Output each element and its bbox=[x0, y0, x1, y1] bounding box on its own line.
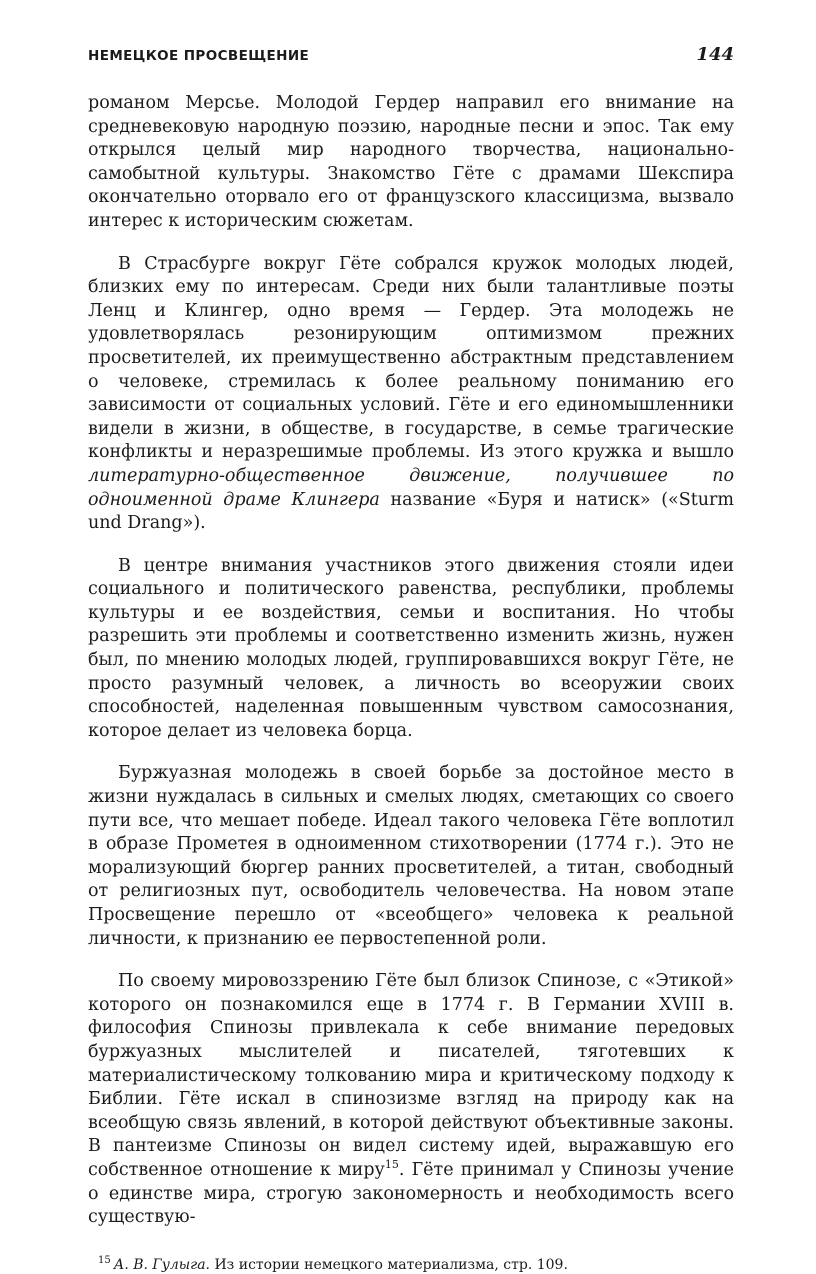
footnote-text: Из истории немецкого материализма, стр. 109. bbox=[210, 1256, 568, 1273]
page-header bbox=[88, 44, 734, 74]
paragraph-2 bbox=[88, 253, 734, 536]
paragraph-1-text: романом Мерсье. Молодой Гердер направил его внимание на средневековую народную поэзию, народные песни и эпос. Так ему открылся целый мир народного творчества, национально-самобытной культуры. Знакомство Гёте с драмами Шекспира окончательно оторвало его от французского классицизма, вызвало интерес к историческим сюжетам. bbox=[88, 93, 734, 231]
paragraph-2-text-end: название «Буря и натиск» («Sturm und Drang»). bbox=[88, 489, 734, 534]
page bbox=[88, 44, 734, 1274]
paragraph-5-text-start: По своему мировоззрению Гёте был близок Спинозе, с «Этикой» которого он познакомился еще в 1774 г. В Германии XVIII в. философия Спинозы привлекала к себе внимание передовых буржуазных мыслителей и писателей, тяготевших к материалистическому толкованию мира и критическому подходу к Библии. Гёте искал в спинозизме взгляд на природу как на всеобщую связь явлений, в которой действуют объективные законы. В пантеизме Спинозы он видел систему идей, выражавшую его собственное отношение к миру bbox=[88, 971, 734, 1180]
paragraph-4-text: Буржуазная молодежь в своей борьбе за достойное место в жизни нуждалась в сильных и смелых людях, сметающих со своего пути все, что мешает победе. Идеал такого человека Гёте воплотил в образе Прометея в одноименном стихотворении (1774 г.). Это не морализующий бюргер ранних просветителей, а титан, свободный от религиозных пут, освободитель человечества. На новом этапе Просвещение перешло от «всеобщего» человека к реальной личности, к признанию ее первостепенной роли. bbox=[88, 763, 734, 949]
body-text bbox=[88, 92, 734, 1230]
paragraph-3 bbox=[88, 555, 734, 744]
paragraph-3-text: В центре внимания участников этого движения стояли идеи социального и политического равенства, республики, проблемы культуры и ее воздействия, семьи и воспитания. Но чтобы разрешить эти проблемы и соответственно изменить жизнь, нужен был, по мнению молодых людей, группировавшихся вокруг Гёте, не просто разумный человек, а личность во всеоружии своих способностей, наделенная повышенным чувством самосознания, которое делает из человека борца. bbox=[88, 555, 734, 741]
running-title: НЕМЕЦКОЕ ПРОСВЕЩЕНИЕ bbox=[88, 48, 310, 64]
paragraph-5 bbox=[88, 970, 734, 1230]
footnote-reference[interactable]: 15 bbox=[384, 1158, 399, 1172]
page-number: 144 bbox=[696, 44, 734, 65]
paragraph-2-italic-phrase: литературно-общественное движение, получившее по одноименной драме Клингера bbox=[88, 465, 734, 510]
paragraph-5-text-end: . Гёте принимал у Спинозы учение о единстве мира, строгую закономерность и необходимость всего существую- bbox=[88, 1159, 734, 1228]
footnote-author: А. В. Гулыга. bbox=[113, 1256, 211, 1273]
paragraph-1 bbox=[88, 92, 734, 234]
footnote-number: 15 bbox=[98, 1255, 111, 1267]
paragraph-2-text-start: В Страсбурге вокруг Гёте собрался кружок молодых людей, близких ему по интересам. Среди них были талантливые поэты Ленц и Клингер, одно время — Гердер. Эта молодежь не удовлетворялась резонирующим оптимизмом прежних просветителей, их преимущественно абстрактным представлением о человеке, стремилась к более реальному пониманию его зависимости от социальных условий. Гёте и его единомышленники видели в жизни, в обществе, в государстве, в семье трагические конфликты и неразрешимые проблемы. Из этого кружка и вышло bbox=[88, 253, 734, 463]
footnote bbox=[88, 1256, 734, 1274]
paragraph-4 bbox=[88, 762, 734, 951]
